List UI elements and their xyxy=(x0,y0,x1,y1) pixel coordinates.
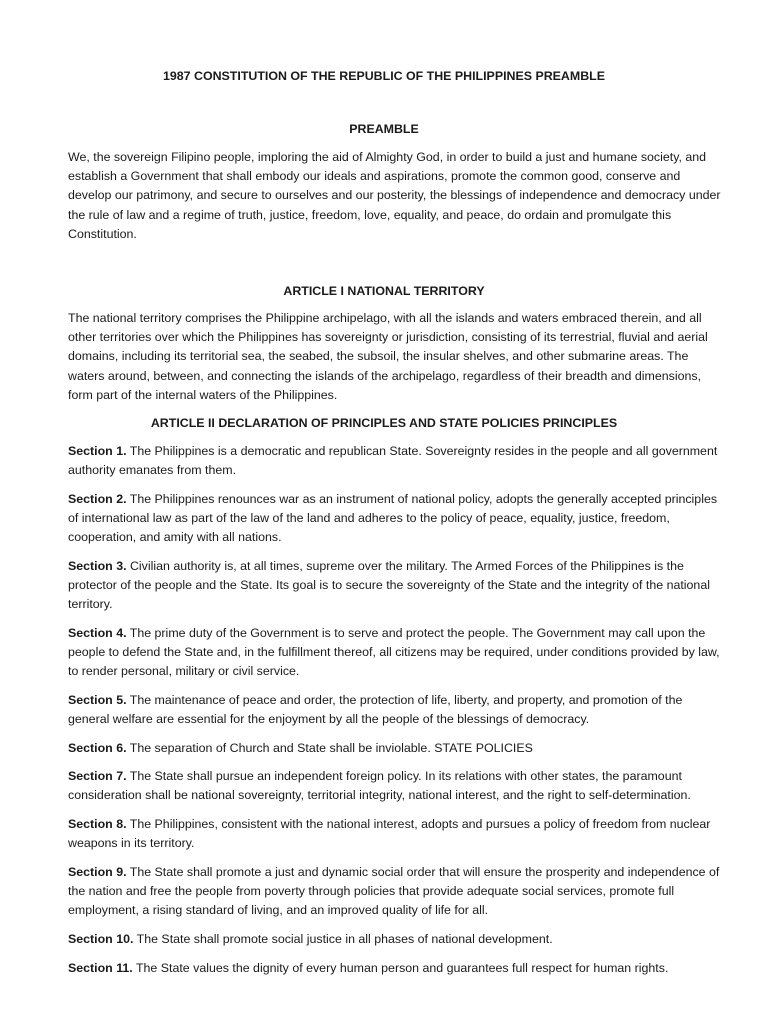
section-label: Section 9. xyxy=(68,865,127,879)
section-label: Section 7. xyxy=(68,769,127,783)
section-5 xyxy=(68,691,723,729)
section-1 xyxy=(68,442,723,480)
section-text: The separation of Church and State shall be inviolable. STATE POLICIES xyxy=(126,741,533,755)
section-text: The State shall promote a just and dynamic social order that will ensure the prosperity and independence of the nation and free the people from poverty through policies that provide adequate social services, promote full employment, a rising standard of living, and an improved quality of life for all. xyxy=(68,865,720,918)
article-1-heading: ARTICLE I NATIONAL TERRITORY xyxy=(283,284,485,298)
section-text: The maintenance of peace and order, the protection of life, liberty, and property, and promotion of the general welfare are essential for the enjoyment by all the people of the blessings of democracy. xyxy=(68,693,683,727)
section-7 xyxy=(68,767,723,805)
section-label: Section 1. xyxy=(68,444,127,458)
section-8 xyxy=(68,815,723,853)
section-11 xyxy=(68,959,723,978)
section-label: Section 6. xyxy=(68,741,127,755)
article-2-heading: ARTICLE II DECLARATION OF PRINCIPLES AND STATE POLICIES PRINCIPLES xyxy=(150,416,618,430)
section-label: Section 5. xyxy=(68,693,127,707)
section-4 xyxy=(68,624,723,682)
preamble-text: We, the sovereign Filipino people, imploring the aid of Almighty God, in order to build a just and humane society, and establish a Government that shall embody our ideals and aspirations, promote the common good, conserve and develop our patrimony, and secure to ourselves and our posterity, the blessings of independence and democracy under the rule of law and a regime of truth, justice, freedom, love, equality, and peace, do ordain and promulgate this Constitution. xyxy=(68,150,721,241)
section-label: Section 3. xyxy=(68,559,127,573)
section-text: The State shall pursue an independent foreign policy. In its relations with other states, the paramount consideration shall be national sovereignty, territorial integrity, national interest, and the right to self-determination. xyxy=(68,769,691,803)
section-label: Section 10. xyxy=(68,932,134,946)
section-text: Civilian authority is, at all times, supreme over the military. The Armed Forces of the Philippines is the protector of the people and the State. Its goal is to secure the sovereignty of the State and the integrity of the national territory. xyxy=(68,559,710,612)
section-9 xyxy=(68,863,723,921)
section-label: Section 8. xyxy=(68,817,127,831)
section-text: The Philippines renounces war as an instrument of national policy, adopts the generally accepted principles of international law as part of the law of the land and adheres to the policy of peace, equality, justice, freedom, cooperation, and amity with all nations. xyxy=(68,492,718,545)
section-2 xyxy=(68,490,723,548)
section-text: The prime duty of the Government is to serve and protect the people. The Government may call upon the people to defend the State and, in the fulfillment thereof, all citizens may be required, under conditions provided by law, to render personal, military or civil service. xyxy=(68,626,720,679)
section-3 xyxy=(68,557,723,615)
section-label: Section 11. xyxy=(68,961,133,975)
section-text: The Philippines is a democratic and republican State. Sovereignty resides in the people and all government authority emanates from them. xyxy=(68,444,718,478)
article-1-text: The national territory comprises the Philippine archipelago, with all the islands and waters embraced therein, and all other territories over which the Philippines has sovereignty or jurisdiction, consisting of its terrestrial, fluvial and aerial domains, including its territorial sea, the seabed, the subsoil, the insular shelves, and other submarine areas. The waters around, between, and connecting the islands of the archipelago, regardless of their breadth and dimensions, form part of the internal waters of the Philippines. xyxy=(68,311,708,402)
section-6 xyxy=(68,739,723,758)
section-text: The State shall promote social justice in all phases of national development. xyxy=(133,932,553,946)
section-10 xyxy=(68,930,723,949)
section-text: The Philippines, consistent with the national interest, adopts and pursues a policy of freedom from nuclear weapons in its territory. xyxy=(68,817,711,851)
document-title: 1987 CONSTITUTION OF THE REPUBLIC OF THE PHILIPPINES PREAMBLE xyxy=(163,69,605,83)
section-text: The State values the dignity of every human person and guarantees full respect for human rights. xyxy=(132,961,669,975)
section-label: Section 2. xyxy=(68,492,127,506)
preamble-heading: PREAMBLE xyxy=(349,122,419,136)
section-label: Section 4. xyxy=(68,626,127,640)
